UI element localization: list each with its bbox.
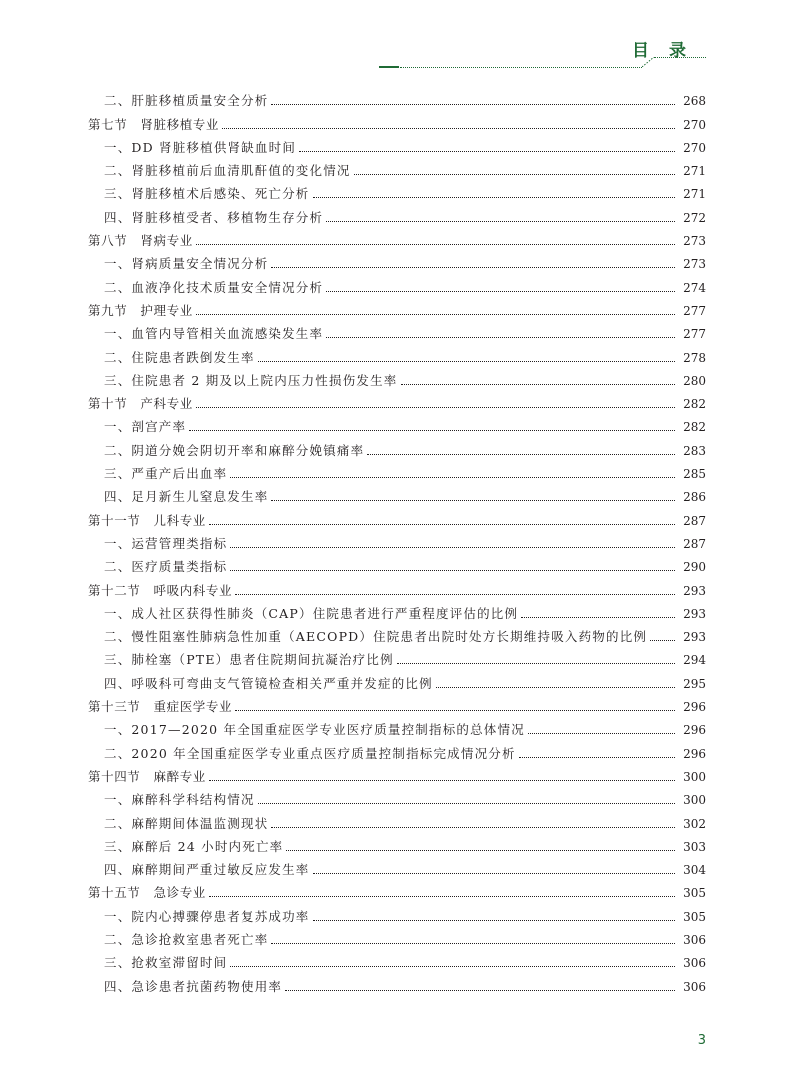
toc-entry-title: 第九节 护理专业 — [88, 302, 193, 318]
toc-leader-dots — [235, 710, 675, 711]
toc-leader-dots — [271, 943, 675, 944]
toc-subsection-entry[interactable] — [88, 948, 706, 971]
toc-leader-dots — [271, 500, 675, 501]
toc-subsection-entry[interactable] — [88, 552, 706, 575]
header-rule-thick — [379, 66, 399, 68]
toc-entry-page: 293 — [683, 606, 706, 621]
toc-leader-dots — [271, 104, 675, 105]
toc-subsection-entry[interactable] — [88, 342, 706, 365]
toc-subsection-entry[interactable] — [88, 202, 706, 225]
toc-entry-title: 一、血管内导管相关血流感染发生率 — [104, 326, 324, 342]
toc-entry-page: 305 — [683, 886, 706, 901]
toc-section-entry[interactable] — [88, 878, 706, 901]
header-rule-dotted — [400, 67, 642, 68]
toc-entry-title: 四、肾脏移植受者、移植物生存分析 — [104, 209, 324, 225]
toc-entry-page: 278 — [683, 350, 706, 365]
toc-leader-dots — [401, 384, 675, 385]
toc-entry-title: 第十节 产科专业 — [88, 396, 193, 412]
toc-leader-dots — [271, 827, 675, 828]
toc-subsection-entry[interactable] — [88, 715, 706, 738]
toc-entry-title: 三、抢救室滞留时间 — [104, 955, 228, 971]
toc-leader-dots — [326, 291, 675, 292]
toc-leader-dots — [209, 896, 675, 897]
toc-leader-dots — [230, 477, 675, 478]
toc-entry-title: 二、2020 年全国重症医学专业重点医疗质量控制指标完成情况分析 — [104, 745, 516, 761]
toc-leader-dots — [650, 640, 675, 641]
toc-section-entry[interactable] — [88, 505, 706, 528]
toc-subsection-entry[interactable] — [88, 249, 706, 272]
toc-entry-title: 第十五节 急诊专业 — [88, 885, 206, 901]
toc-entry-page: 295 — [683, 676, 706, 691]
toc-leader-dots — [230, 547, 675, 548]
toc-subsection-entry[interactable] — [88, 599, 706, 622]
toc-entry-title: 三、麻醉后 24 小时内死亡率 — [104, 838, 284, 854]
toc-entry-title: 三、住院患者 2 期及以上院内压力性损伤发生率 — [104, 372, 398, 388]
toc-entry-title: 二、肾脏移植前后血清肌酐值的变化情况 — [104, 163, 351, 179]
toc-subsection-entry[interactable] — [88, 971, 706, 994]
toc-leader-dots — [196, 244, 675, 245]
toc-entry-page: 306 — [683, 979, 706, 994]
toc-entry-page: 283 — [683, 443, 706, 458]
toc-leader-dots — [196, 314, 675, 315]
toc-leader-dots — [271, 267, 675, 268]
toc-leader-dots — [286, 850, 675, 851]
toc-entry-page: 296 — [683, 723, 706, 738]
toc-entry-page: 287 — [683, 536, 706, 551]
toc-subsection-entry[interactable] — [88, 925, 706, 948]
toc-subsection-entry[interactable] — [88, 459, 706, 482]
toc-subsection-entry[interactable] — [88, 529, 706, 552]
toc-section-entry[interactable] — [88, 226, 706, 249]
toc-leader-dots — [285, 990, 675, 991]
toc-leader-dots — [235, 594, 675, 595]
toc-entry-page: 290 — [683, 560, 706, 575]
toc-entry-page: 271 — [683, 187, 706, 202]
toc-entry-page: 294 — [683, 653, 706, 668]
toc-entry-title: 一、2017—2020 年全国重症医学专业医疗质量控制指标的总体情况 — [104, 722, 525, 738]
toc-entry-title: 第十四节 麻醉专业 — [88, 768, 206, 784]
toc-subsection-entry[interactable] — [88, 179, 706, 202]
toc-subsection-entry[interactable] — [88, 855, 706, 878]
toc-entry-page: 277 — [683, 303, 706, 318]
table-of-contents — [88, 86, 706, 995]
toc-entry-title: 四、呼吸科可弯曲支气管镜检查相关严重并发症的比例 — [104, 675, 433, 691]
toc-subsection-entry[interactable] — [88, 832, 706, 855]
page-number: 3 — [697, 1033, 706, 1048]
toc-subsection-entry[interactable] — [88, 738, 706, 761]
toc-entry-page: 303 — [683, 839, 706, 854]
toc-leader-dots — [326, 337, 675, 338]
toc-subsection-entry[interactable] — [88, 156, 706, 179]
header-rule-slant — [642, 57, 654, 67]
toc-entry-page: 286 — [683, 490, 706, 505]
toc-entry-page: 296 — [683, 700, 706, 715]
toc-entry-title: 三、严重产后出血率 — [104, 466, 228, 482]
toc-entry-title: 二、麻醉期间体温监测现状 — [104, 815, 269, 831]
toc-section-entry[interactable] — [88, 109, 706, 132]
toc-subsection-entry[interactable] — [88, 808, 706, 831]
toc-leader-dots — [258, 361, 675, 362]
toc-subsection-entry[interactable] — [88, 482, 706, 505]
page-header-title: 目录 — [632, 41, 706, 61]
toc-entry-page: 305 — [683, 909, 706, 924]
toc-section-entry[interactable] — [88, 389, 706, 412]
toc-leader-dots — [258, 803, 675, 804]
toc-subsection-entry[interactable] — [88, 366, 706, 389]
toc-leader-dots — [528, 733, 675, 734]
toc-entry-title: 第七节 肾脏移植专业 — [88, 116, 220, 132]
toc-entry-title: 一、DD 肾脏移植供肾缺血时间 — [104, 139, 297, 155]
toc-leader-dots — [397, 663, 675, 664]
toc-entry-title: 二、住院患者跌倒发生率 — [104, 349, 255, 365]
toc-entry-page: 274 — [683, 280, 706, 295]
toc-entry-page: 277 — [683, 327, 706, 342]
toc-entry-title: 第八节 肾病专业 — [88, 233, 193, 249]
toc-entry-title: 一、肾病质量安全情况分析 — [104, 256, 269, 272]
toc-entry-title: 二、血液净化技术质量安全情况分析 — [104, 279, 324, 295]
toc-entry-page: 306 — [683, 932, 706, 947]
toc-entry-page: 273 — [683, 257, 706, 272]
toc-subsection-entry[interactable] — [88, 901, 706, 924]
toc-entry-title: 二、医疗质量类指标 — [104, 559, 228, 575]
toc-entry-page: 268 — [683, 94, 706, 109]
toc-entry-title: 一、麻醉科学科结构情况 — [104, 792, 255, 808]
toc-entry-page: 280 — [683, 373, 706, 388]
toc-leader-dots — [313, 873, 675, 874]
toc-entry-title: 一、院内心搏骤停患者复苏成功率 — [104, 908, 310, 924]
toc-entry-page: 293 — [683, 630, 706, 645]
toc-subsection-entry[interactable] — [88, 133, 706, 156]
toc-entry-page: 270 — [683, 140, 706, 155]
toc-entry-page: 272 — [683, 210, 706, 225]
toc-subsection-entry[interactable] — [88, 412, 706, 435]
toc-subsection-entry[interactable] — [88, 668, 706, 691]
toc-entry-page: 306 — [683, 956, 706, 971]
toc-section-entry[interactable] — [88, 575, 706, 598]
toc-entry-title: 第十一节 儿科专业 — [88, 512, 206, 528]
toc-entry-page: 270 — [683, 117, 706, 132]
toc-entry-title: 三、肾脏移植术后感染、死亡分析 — [104, 186, 310, 202]
toc-subsection-entry[interactable] — [88, 272, 706, 295]
toc-entry-title: 二、慢性阻塞性肺病急性加重（AECOPD）住院患者出院时处方长期维持吸入药物的比例 — [104, 629, 648, 645]
toc-entry-page: 293 — [683, 583, 706, 598]
toc-entry-title: 二、急诊抢救室患者死亡率 — [104, 931, 269, 947]
toc-leader-dots — [436, 687, 675, 688]
toc-entry-title: 一、成人社区获得性肺炎（CAP）住院患者进行严重程度评估的比例 — [104, 605, 519, 621]
toc-entry-title: 二、肝脏移植质量安全分析 — [104, 93, 269, 109]
toc-entry-title: 四、足月新生儿窒息发生率 — [104, 489, 269, 505]
toc-leader-dots — [209, 524, 675, 525]
toc-leader-dots — [299, 151, 675, 152]
toc-entry-title: 第十二节 呼吸内科专业 — [88, 582, 233, 598]
toc-leader-dots — [196, 407, 675, 408]
toc-entry-page: 287 — [683, 513, 706, 528]
toc-leader-dots — [354, 174, 675, 175]
header-rule-dotted-upper — [654, 57, 706, 58]
toc-section-entry[interactable] — [88, 296, 706, 319]
toc-leader-dots — [313, 920, 675, 921]
toc-subsection-entry[interactable] — [88, 319, 706, 342]
toc-entry-page: 296 — [683, 746, 706, 761]
toc-entry-title: 三、肺栓塞（PTE）患者住院期间抗凝治疗比例 — [104, 652, 394, 668]
toc-leader-dots — [222, 128, 675, 129]
toc-entry-page: 304 — [683, 863, 706, 878]
toc-leader-dots — [230, 966, 675, 967]
toc-leader-dots — [521, 617, 675, 618]
toc-entry-title: 四、麻醉期间严重过敏反应发生率 — [104, 862, 310, 878]
toc-entry-page: 285 — [683, 467, 706, 482]
toc-subsection-entry[interactable] — [88, 622, 706, 645]
toc-leader-dots — [367, 454, 675, 455]
toc-section-entry[interactable] — [88, 692, 706, 715]
toc-entry-title: 四、急诊患者抗菌药物使用率 — [104, 978, 283, 994]
toc-entry-page: 300 — [683, 769, 706, 784]
toc-subsection-entry[interactable] — [88, 785, 706, 808]
toc-entry-page: 302 — [683, 816, 706, 831]
toc-subsection-entry[interactable] — [88, 435, 706, 458]
toc-leader-dots — [189, 430, 675, 431]
toc-leader-dots — [326, 221, 675, 222]
toc-entry-page: 273 — [683, 234, 706, 249]
toc-entry-title: 一、剖宫产率 — [104, 419, 187, 435]
toc-entry-page: 300 — [683, 793, 706, 808]
toc-subsection-entry[interactable] — [88, 645, 706, 668]
toc-entry-page: 282 — [683, 397, 706, 412]
toc-entry-title: 二、阴道分娩会阴切开率和麻醉分娩镇痛率 — [104, 442, 365, 458]
toc-entry-title: 第十三节 重症医学专业 — [88, 699, 233, 715]
toc-entry-title: 一、运营管理类指标 — [104, 535, 228, 551]
toc-subsection-entry[interactable] — [88, 86, 706, 109]
toc-leader-dots — [313, 197, 675, 198]
toc-entry-page: 282 — [683, 420, 706, 435]
toc-leader-dots — [209, 780, 675, 781]
toc-section-entry[interactable] — [88, 762, 706, 785]
toc-entry-page: 271 — [683, 164, 706, 179]
toc-leader-dots — [519, 757, 675, 758]
toc-leader-dots — [230, 570, 675, 571]
